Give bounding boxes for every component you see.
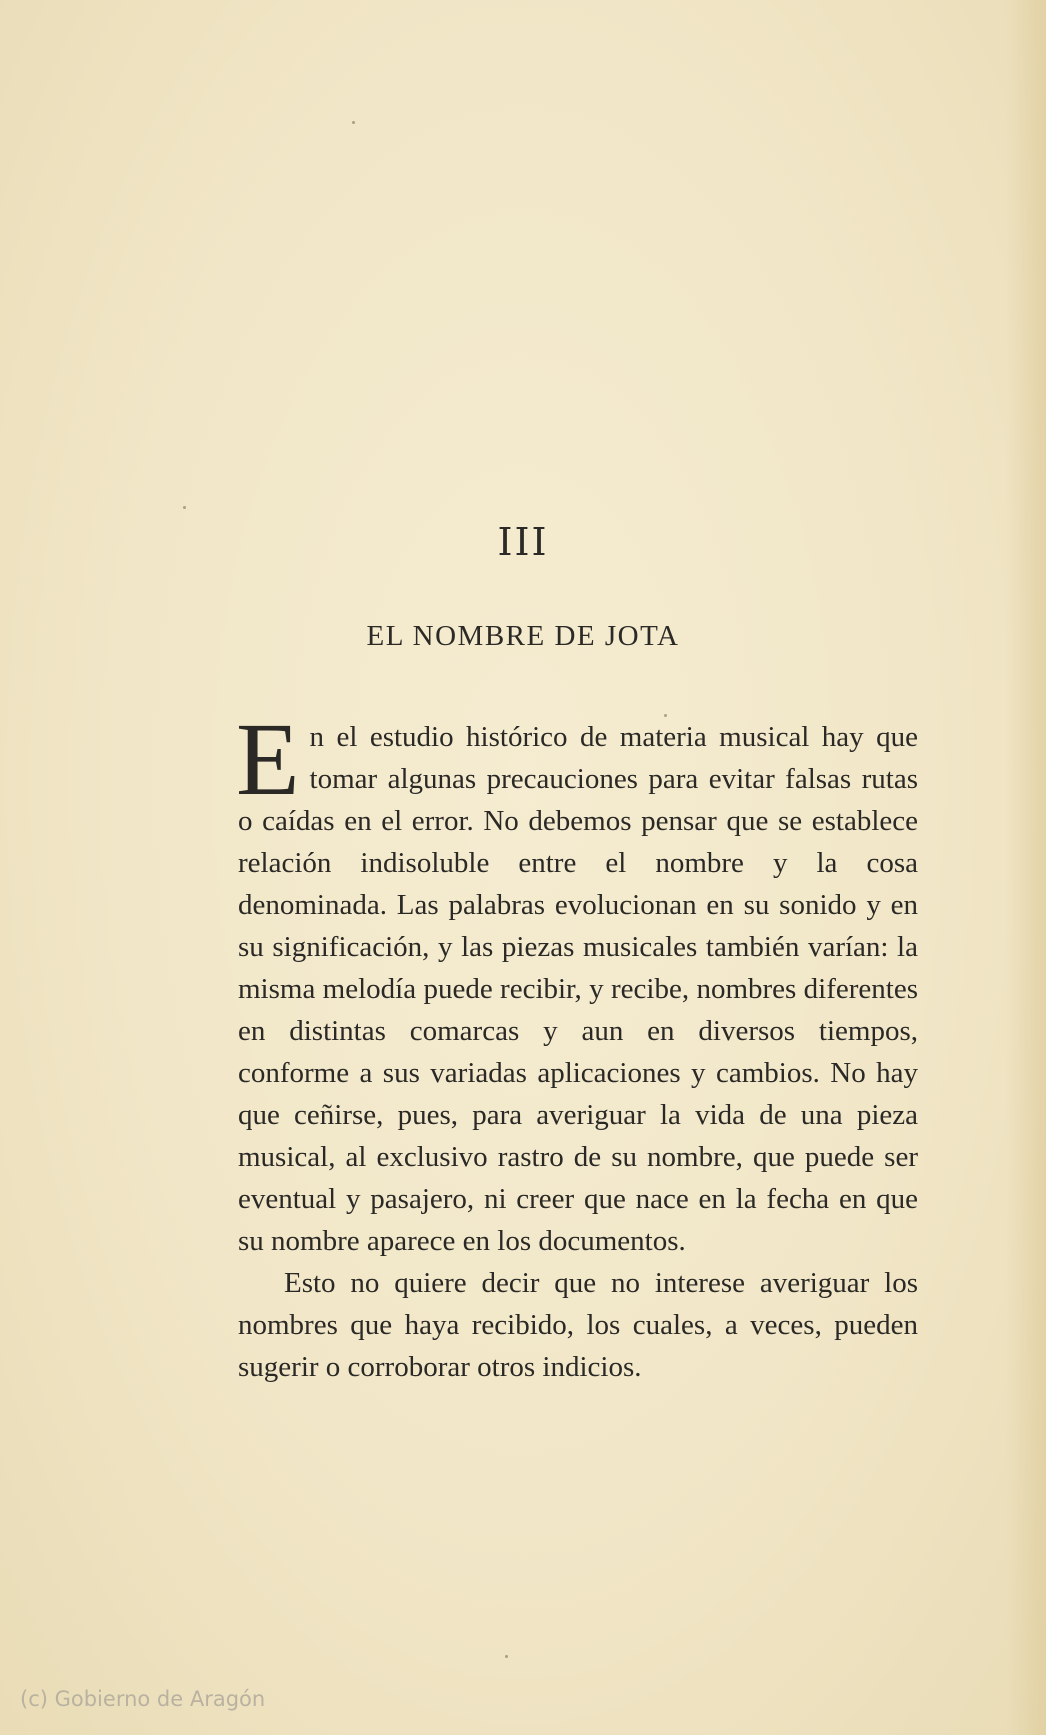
chapter-number: III <box>497 520 549 564</box>
paragraph-2: Esto no quiere decir que no interese averiguar los nombres que haya recibido, los cuales, a veces, pueden sugerir o corroborar otros indicios. <box>238 1267 918 1383</box>
copyright-watermark: (c) Gobierno de Aragón <box>20 1687 266 1711</box>
paragraph-1-text: n el estudio histórico de materia musical hay que tomar algunas precauciones para evitar falsas rutas o caídas en el error. No debemos pensar que se establece relación indisoluble entre el nombre y la cosa denominada. Las palabras evolucionan en su sonido y en su significación, y las piezas musicales también varían: la misma melodía puede recibir, y recibe, nombres diferentes en distintas comarcas y aun en diversos tiempos, conforme a sus variadas aplicaciones y cambios. No hay que ceñirse, pues, para averiguar la vida de una pieza musical, al exclusivo rastro de su nombre, que puede ser eventual y pasajero, ni creer que nace en la fecha en que su nombre aparece en los documentos. <box>238 721 918 1257</box>
paragraph-1 <box>236 702 918 1262</box>
chapter-body <box>236 702 918 1388</box>
paper-speck <box>352 121 355 124</box>
page-edge-shading <box>1006 0 1046 1735</box>
paper-speck <box>183 506 186 509</box>
chapter-title: EL NOMBRE DE JOTA <box>366 620 680 652</box>
paper-speck <box>505 1655 508 1658</box>
drop-cap: E <box>236 702 300 817</box>
